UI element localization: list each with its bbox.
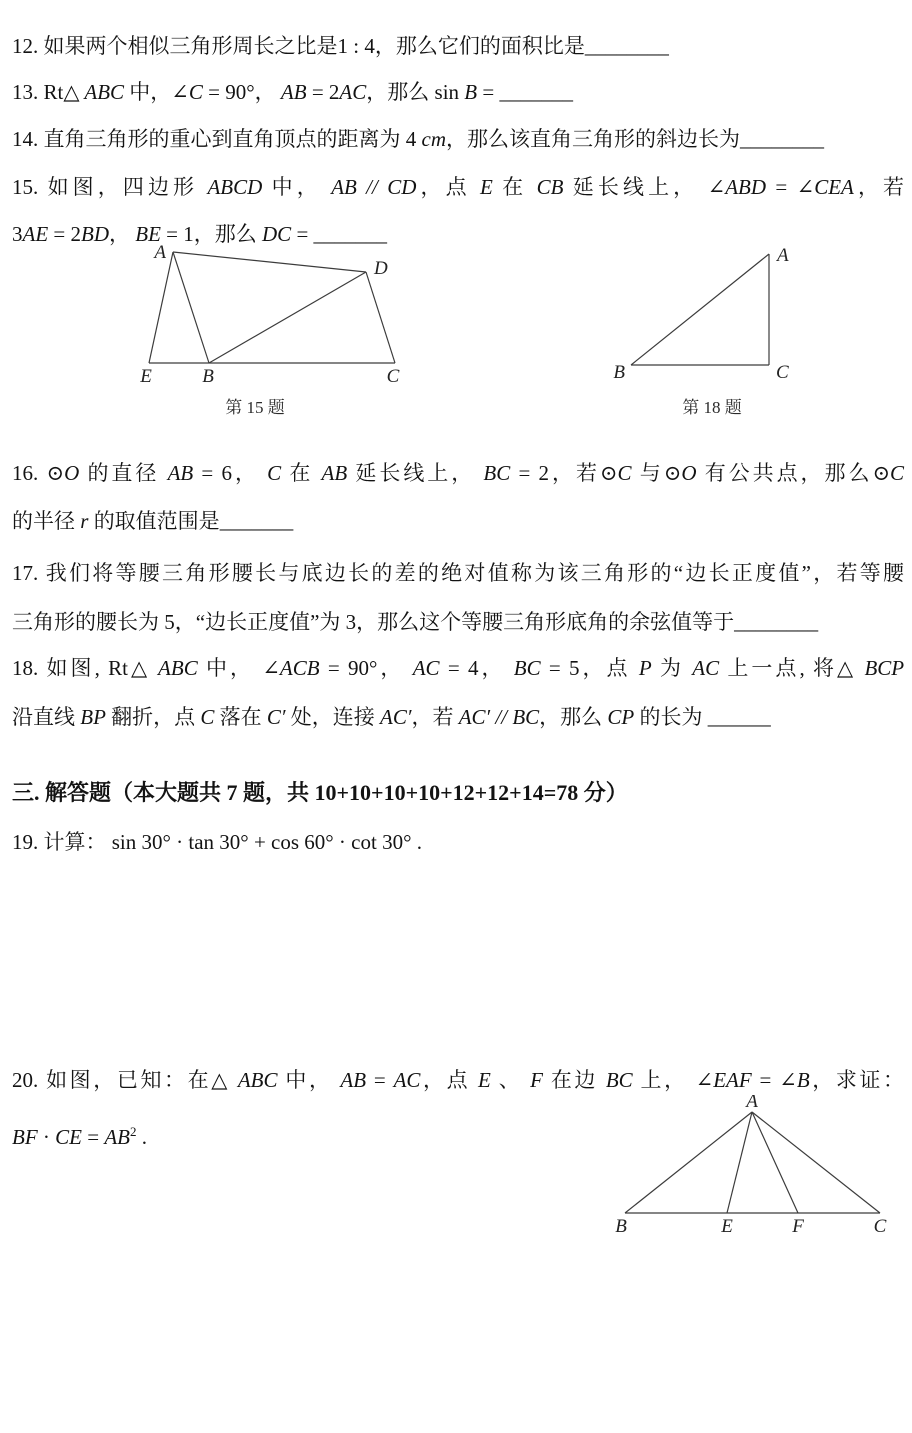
question-17-line-2 — [12, 607, 904, 637]
text-segment: EAF — [713, 1068, 752, 1092]
text-segment: ，那么 — [539, 705, 608, 729]
text-segment: r — [80, 509, 89, 533]
text-segment: · — [37, 1125, 56, 1149]
fig15-edge-AB — [173, 252, 209, 363]
fig20-edge-AF — [752, 1112, 798, 1213]
text-segment: 、 — [490, 1068, 531, 1092]
text-segment: _______ — [313, 222, 388, 246]
text-segment: AC — [412, 656, 440, 680]
section-3-header — [12, 778, 904, 808]
question-18-line-1 — [12, 653, 904, 683]
text-segment: = — [82, 1125, 105, 1149]
text-segment: = 2 — [306, 80, 340, 104]
text-segment: ，那么该直角三角形的斜边长为 — [446, 127, 740, 151]
text-segment: AB — [340, 1068, 367, 1092]
text-segment: = — [291, 222, 314, 246]
figure-15-caption: 第 15 题 — [225, 398, 285, 417]
text-segment: C — [617, 461, 632, 485]
text-segment: 计算： — [43, 830, 112, 854]
text-segment: C — [890, 461, 905, 485]
question-16-line-2 — [12, 506, 904, 536]
text-segment: 与 — [631, 461, 664, 485]
text-segment: ，求证： — [809, 1068, 905, 1092]
text-segment: ⊙ — [599, 461, 618, 485]
question-14 — [12, 124, 904, 154]
text-segment: ABD — [725, 175, 767, 199]
text-segment: BC — [512, 705, 540, 729]
question-19 — [12, 827, 904, 857]
text-segment: 12. — [12, 34, 44, 58]
text-segment: AC′ — [380, 705, 412, 729]
text-segment: ，若 — [411, 705, 459, 729]
text-segment: ACB — [279, 656, 320, 680]
text-segment: AB — [104, 1125, 130, 1149]
fig20-vertex-label-C: C — [873, 1216, 887, 1237]
text-segment: 的直径 — [79, 461, 168, 485]
fig15-vertex-label-E: E — [140, 366, 152, 387]
text-segment: 如图，已知：在 — [46, 1068, 212, 1092]
text-segment: ⊙ — [872, 461, 891, 485]
text-segment: ，那么 — [366, 80, 435, 104]
text-segment: sin — [434, 80, 465, 104]
fig20-edge-BA — [625, 1112, 752, 1213]
text-segment: ABCD — [207, 175, 263, 199]
text-segment: 直角三角形的重心到直角顶点的距离为 — [43, 127, 406, 151]
text-segment: 中， — [205, 656, 263, 680]
text-segment: 延长线上， — [347, 461, 484, 485]
text-segment: 中， — [262, 175, 332, 199]
text-segment: BE — [135, 222, 161, 246]
fig18-vertex-label-C: C — [776, 362, 789, 383]
text-segment: 如果两个相似三角形周长之比是 — [43, 34, 338, 58]
text-segment: 的长为 — [634, 705, 708, 729]
text-segment: F — [530, 1068, 543, 1092]
fig15-vertex-label-C: C — [386, 366, 400, 387]
text-segment: // — [356, 175, 388, 199]
text-segment: BP — [80, 705, 106, 729]
text-segment: ∠ — [171, 80, 189, 104]
fig20-vertex-label-B: B — [615, 1216, 627, 1237]
text-segment: C′ — [266, 705, 286, 729]
text-segment: AC — [393, 1068, 421, 1092]
text-segment: CEA — [814, 175, 854, 199]
text-segment: C — [200, 705, 215, 729]
text-segment: 的取值范围是 — [88, 509, 220, 533]
text-segment: ________ — [740, 127, 824, 151]
text-segment: 1 : 4 — [337, 34, 375, 58]
fig20-vertex-label-A: A — [746, 1095, 758, 1112]
text-segment: BC — [483, 461, 511, 485]
text-segment: 的半径 — [12, 509, 81, 533]
text-segment: AB — [331, 175, 357, 199]
text-segment: AC — [339, 80, 367, 104]
fig15-edge-DC — [366, 272, 395, 363]
text-segment: ，点 — [416, 175, 481, 199]
text-segment: BC — [513, 656, 541, 680]
text-segment: ，那么这个等腰三角形底角的余弦值等于 — [356, 610, 735, 634]
text-segment: ABC — [79, 80, 130, 104]
text-segment: Rt — [108, 656, 128, 680]
text-segment: B — [464, 80, 478, 104]
text-segment: 我们将等腰三角形腰长与底边长的差的绝对值称为该三角形的“边长正度值”，若等腰 — [45, 561, 905, 585]
text-segment: 为 — [651, 656, 693, 680]
text-segment: ， — [109, 222, 136, 246]
fig20-edge-AC — [752, 1112, 880, 1213]
text-segment: CD — [387, 175, 417, 199]
text-segment: BD — [81, 222, 109, 246]
text-segment: 14. — [12, 127, 44, 151]
question-13 — [12, 77, 904, 107]
text-segment: 三. 解答题（本大题共 7 题，共 10+10+10+10+12+12+14=78 分） — [12, 780, 628, 805]
text-segment: BF — [12, 1125, 38, 1149]
text-segment: AB — [321, 461, 348, 485]
text-segment: . — [136, 1125, 148, 1149]
text-segment: ， — [231, 461, 268, 485]
text-segment: ________ — [734, 610, 819, 634]
text-segment: = 90° — [319, 656, 378, 680]
text-segment: 如图, — [46, 656, 109, 680]
text-segment: ，若 — [549, 461, 600, 485]
text-segment: = 2 — [48, 222, 81, 246]
text-segment: ABC — [230, 1068, 286, 1092]
text-segment: ________ — [584, 34, 669, 58]
fig18-edge-BA — [631, 254, 769, 365]
text-segment: ，那么它们的面积比是 — [374, 34, 585, 58]
text-segment: = — [751, 1068, 780, 1092]
text-segment: = 6 — [193, 461, 232, 485]
text-segment: 在 — [492, 175, 537, 199]
question-20-line-1 — [12, 1065, 904, 1095]
question-16-line-1 — [12, 458, 904, 488]
text-segment: O — [681, 461, 697, 485]
text-segment: 在边 — [542, 1068, 606, 1092]
text-segment: 5 — [164, 610, 175, 634]
text-segment: 13. Rt — [12, 80, 64, 104]
text-segment: ∠ — [707, 175, 726, 199]
text-segment: = 4 — [439, 656, 479, 680]
text-segment: ∠ — [796, 175, 815, 199]
text-segment: cm — [421, 127, 446, 151]
text-segment: _______ — [219, 509, 294, 533]
text-segment: ∠ — [262, 656, 280, 680]
text-segment: AC′ — [458, 705, 491, 729]
text-segment: CB — [536, 175, 564, 199]
text-segment: = 90° — [202, 80, 255, 104]
text-segment: BCP — [856, 656, 905, 680]
text-segment: 17. — [12, 561, 46, 585]
text-segment: 沿直线 — [12, 705, 81, 729]
text-segment: 中， — [285, 1068, 341, 1092]
text-segment: ，若 — [853, 175, 905, 199]
text-segment: sin 30° · tan 30° + cos 60° · cot 30° . — [111, 830, 422, 854]
text-segment: AE — [22, 222, 49, 246]
figure-question-15 — [100, 238, 410, 388]
question-17-line-1 — [12, 558, 904, 588]
text-segment: 4 — [405, 127, 422, 151]
figure-18-caption: 第 18 题 — [682, 398, 742, 417]
fig18-vertex-label-B: B — [613, 362, 625, 383]
text-segment: BC — [605, 1068, 633, 1092]
text-segment: CE — [55, 1125, 82, 1149]
text-segment: △ — [211, 1068, 230, 1092]
text-segment: 三角形的腰长为 — [12, 610, 165, 634]
text-segment: 2 — [130, 1124, 137, 1139]
question-18-line-2 — [12, 702, 904, 732]
text-segment: 有公共点，那么 — [696, 461, 873, 485]
text-segment: AC — [692, 656, 720, 680]
text-segment: ABC — [150, 656, 206, 680]
text-segment: ，那么 — [193, 222, 262, 246]
text-segment: 上一点, 将 — [719, 656, 837, 680]
text-segment: ， — [478, 656, 514, 680]
text-segment: E — [478, 1068, 491, 1092]
text-segment: B — [796, 1068, 810, 1092]
text-segment: = 2 — [510, 461, 550, 485]
text-segment: △ — [127, 656, 151, 680]
text-segment: 在 — [281, 461, 322, 485]
text-segment: ⊙ — [46, 461, 65, 485]
text-segment: 上， — [632, 1068, 696, 1092]
text-segment: DC — [262, 222, 292, 246]
fig20-vertex-label-F: F — [792, 1216, 804, 1237]
text-segment: 15. — [12, 175, 48, 199]
fig20-edge-AE — [727, 1112, 752, 1213]
text-segment: 落在 — [214, 705, 267, 729]
text-segment: = — [477, 80, 500, 104]
fig15-edge-BD — [209, 272, 366, 363]
fig15-vertex-label-B: B — [202, 366, 214, 387]
text-segment: 16. — [12, 461, 47, 485]
text-segment: ______ — [707, 705, 771, 729]
fig15-vertex-label-D: D — [374, 258, 388, 279]
text-segment: = 5 — [540, 656, 580, 680]
text-segment: ，点 — [579, 656, 639, 680]
fig15-vertex-label-A: A — [154, 242, 166, 263]
text-segment: = — [766, 175, 797, 199]
text-segment: △ — [837, 656, 857, 680]
text-segment: ， — [377, 656, 413, 680]
text-segment: 翻折，点 — [105, 705, 201, 729]
text-segment: = — [366, 1068, 394, 1092]
text-segment: ， — [254, 80, 281, 104]
text-segment: C — [267, 461, 282, 485]
fig15-edge-AD — [173, 252, 366, 272]
text-segment: 中， — [129, 80, 172, 104]
text-segment: 延长线上， — [563, 175, 708, 199]
text-segment: △ — [63, 80, 80, 104]
text-segment: ，点 — [420, 1068, 479, 1092]
text-segment: ∠ — [779, 1068, 797, 1092]
text-segment: 如图，四边形 — [47, 175, 208, 199]
text-segment: ∠ — [695, 1068, 714, 1092]
fig20-vertex-label-E: E — [721, 1216, 733, 1237]
text-segment: 处，连接 — [285, 705, 381, 729]
text-segment: AB — [280, 80, 307, 104]
text-segment: O — [64, 461, 80, 485]
figure-question-18 — [570, 238, 810, 388]
text-segment: = 1 — [160, 222, 194, 246]
fig18-vertex-label-A: A — [777, 245, 789, 266]
text-segment: 3 — [12, 222, 23, 246]
text-segment: E — [480, 175, 493, 199]
figure-question-20 — [570, 1095, 910, 1245]
question-12 — [12, 31, 904, 61]
text-segment: C — [188, 80, 203, 104]
text-segment: // — [490, 705, 513, 729]
text-segment: 3 — [345, 610, 357, 634]
text-segment: ⊙ — [663, 461, 682, 485]
question-15-line-1 — [12, 172, 904, 202]
text-segment: P — [638, 656, 652, 680]
text-segment: _______ — [499, 80, 573, 104]
text-segment: ，“边长正度值”为 — [174, 610, 346, 634]
text-segment: AB — [167, 461, 194, 485]
text-segment: CP — [607, 705, 635, 729]
text-segment: 19. — [12, 830, 44, 854]
text-segment: 20. — [12, 1068, 47, 1092]
fig15-edge-EA — [149, 252, 173, 363]
text-segment: 18. — [12, 656, 47, 680]
